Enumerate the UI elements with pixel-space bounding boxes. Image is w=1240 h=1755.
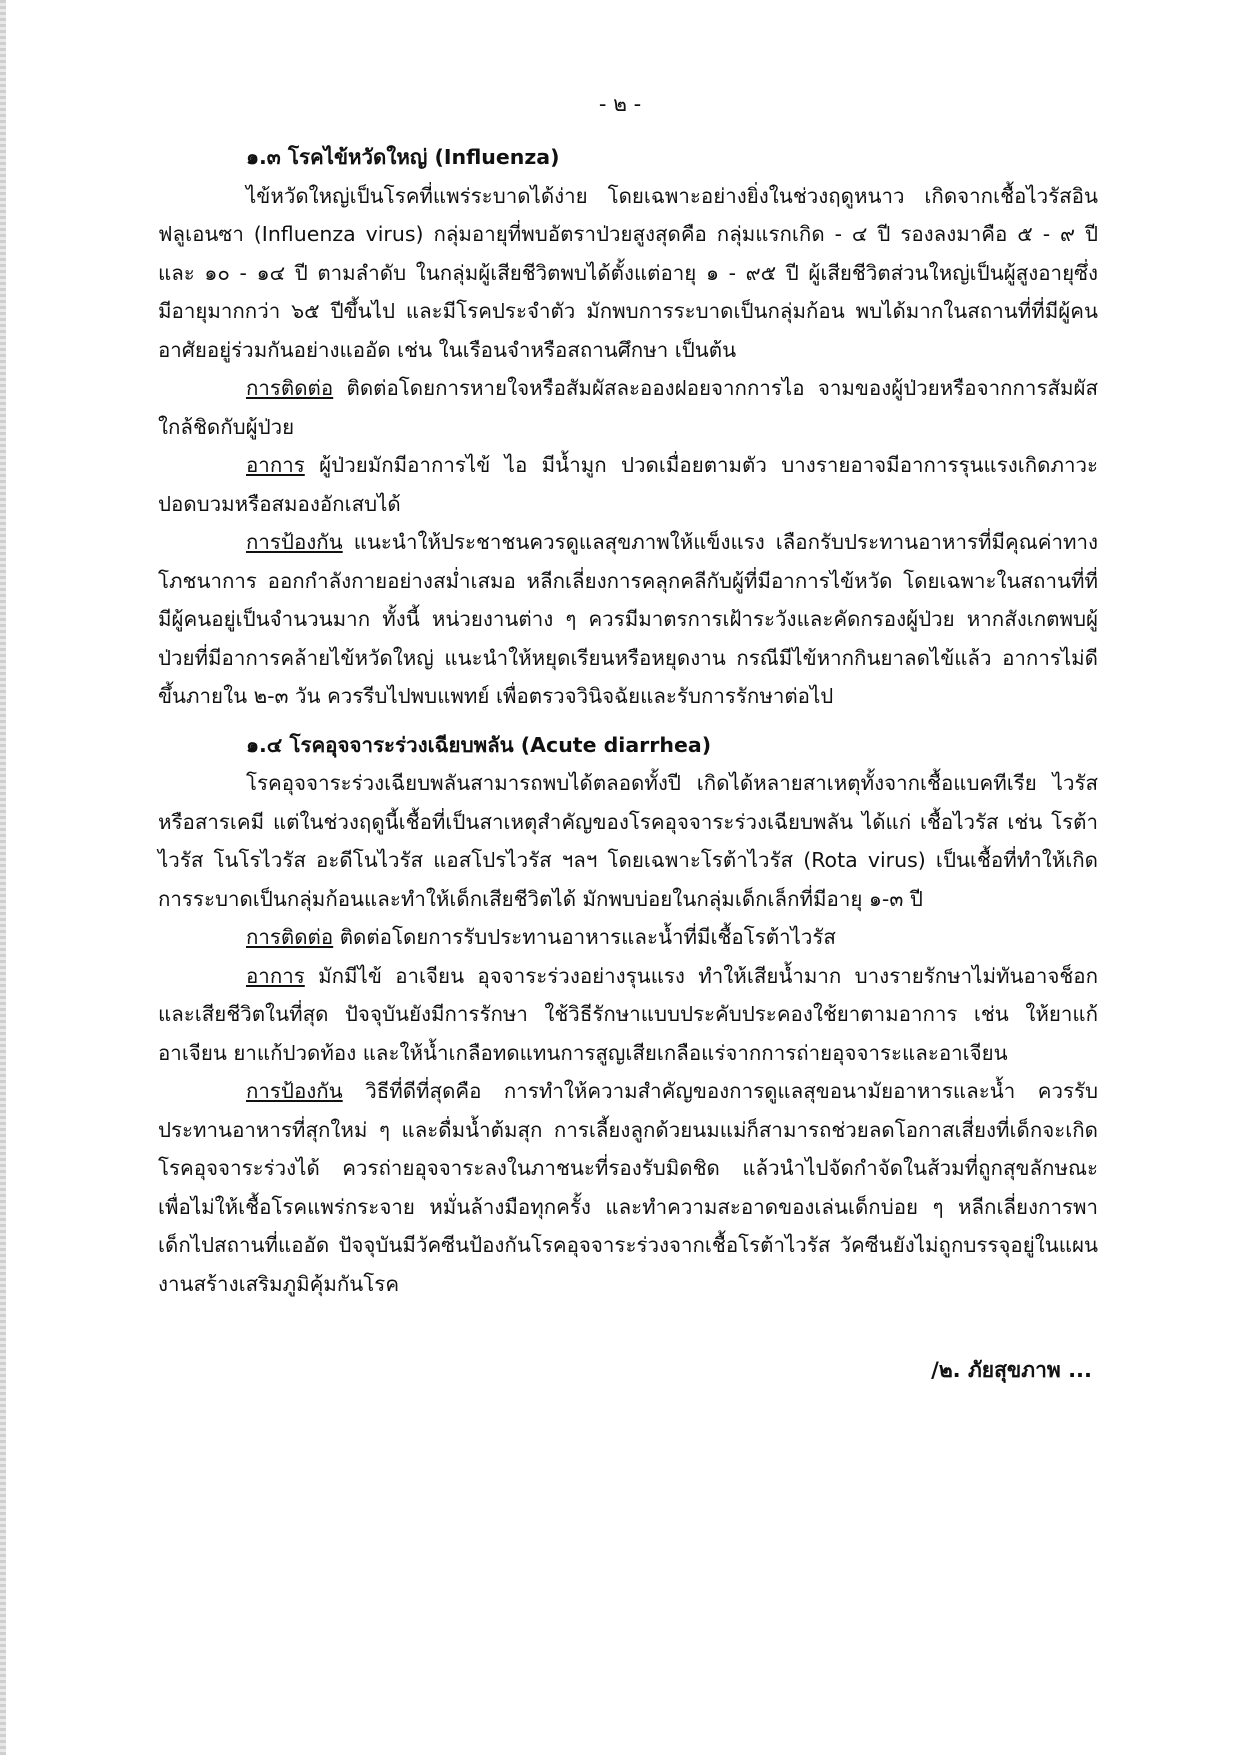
- transmission-text: ติดต่อโดยการรับประทานอาหารและน้ำที่มีเชื้อโรต้าไวรัส: [333, 925, 836, 949]
- transmission-label: การติดต่อ: [246, 925, 334, 949]
- continuation-marker: /๒. ภัยสุขภาพ ...: [931, 1358, 1092, 1382]
- section-heading: ๑.๔ โรคอุจจาระร่วงเฉียบพลัน (Acute diarrhea): [246, 732, 712, 757]
- symptoms-paragraph: [158, 957, 1098, 1073]
- section-influenza: [158, 138, 1098, 716]
- symptoms-label: อาการ: [246, 963, 305, 988]
- symptoms-paragraph: [158, 446, 1098, 523]
- section-intro: โรคอุจจาระร่วงเฉียบพลันสามารถพบได้ตลอดทั้งปี เกิดได้หลายสาเหตุทั้งจากเชื้อแบคทีเรีย ไวรัส หรือสารเคมี แต่ในช่วงฤดูนี้เชื้อที่เป็นสาเหตุสำคัญของโรคอุจจาระร่วงเฉียบพลัน ได้แก่ เชื้อไวรัส เช่น โรต้าไวรัส โนโรไวรัส อะดีโนไวรัส แอสโปรไวรัส ฯลฯ โดยเฉพาะโรต้าไวรัส (Rota virus) เป็นเชื้อที่ทำให้เกิดการระบาดเป็นกลุ่มก้อนและทำให้เด็กเสียชีวิตได้ มักพบบ่อยในกลุ่มเด็กเล็กที่มีอายุ ๑-๓ ปี: [158, 771, 1098, 911]
- symptoms-text: ผู้ป่วยมักมีอาการไข้ ไอ มีน้ำมูก ปวดเมื่อยตามตัว บางรายอาจมีอาการรุนแรงเกิดภาวะปอดบวมหรือสมองอักเสบได้: [158, 453, 1098, 516]
- section-gap: [158, 716, 1098, 726]
- transmission-text: ติดต่อโดยการหายใจหรือสัมผัสละอองฝอยจากการไอ จามของผู้ป่วยหรือจากการสัมผัสใกล้ชิดกับผู้ป่วย: [158, 376, 1098, 439]
- page-number: - ๒ -: [598, 92, 642, 116]
- document-body: [158, 138, 1098, 1303]
- symptoms-label: อาการ: [246, 453, 305, 477]
- prevention-paragraph: [158, 523, 1098, 716]
- transmission-paragraph: [158, 369, 1098, 446]
- prevention-label: การป้องกัน: [246, 1079, 343, 1103]
- prevention-text: แนะนำให้ประชาชนควรดูแลสุขภาพให้แข็งแรง เลือกรับประทานอาหารที่มีคุณค่าทางโภชนาการ ออกกำลังกายอย่างสม่ำเสมอ หลีกเลี่ยงการคลุกคลีกับผู้ที่มีอาการไข้หวัด โดยเฉพาะในสถานที่ที่มีผู้คนอยู่เป็นจำนวนมาก ทั้งนี้ หน่วยงานต่าง ๆ ควรมีมาตรการเฝ้าระวังและคัดกรองผู้ป่วย หากสังเกตพบผู้ป่วยที่มีอาการคล้ายไข้หวัดใหญ่ แนะนำให้หยุดเรียนหรือหยุดงาน กรณีมีไข้หากกินยาลดไข้แล้ว อาการไม่ดีขึ้นภายใน ๒-๓ วัน ควรรีบไปพบแพทย์ เพื่อตรวจวินิจฉัยและรับการรักษาต่อไป: [158, 530, 1098, 708]
- transmission-label: การติดต่อ: [246, 376, 334, 400]
- prevention-text: วิธีที่ดีที่สุดคือ การทำให้ความสำคัญของการดูแลสุขอนามัยอาหารและน้ำ ควรรับประทานอาหารที่สุกใหม่ ๆ และดื่มน้ำต้มสุก การเลี้ยงลูกด้วยนมแม่ก็สามารถช่วยลดโอกาสเสี่ยงที่เด็กจะเกิดโรคอุจจาระร่วงได้ ควรถ่ายอุจจาระลงในภาชนะที่รองรับมิดชิด แล้วนำไปจัดกำจัดในส้วมที่ถูกสุขลักษณะ เพื่อไม่ให้เชื้อโรคแพร่กระจาย หมั่นล้างมือทุกครั้ง และทำความสะอาดของเล่นเด็กบ่อย ๆ หลีกเลี่ยงการพาเด็กไปสถานที่แออัด ปัจจุบันมีวัคซีนป้องกันโรคอุจจาระร่วงจากเชื้อโรต้าไวรัส วัคซีนยังไม่ถูกบรรจุอยู่ในแผนงานสร้างเสริมภูมิคุ้มกันโรค: [158, 1079, 1098, 1296]
- prevention-paragraph: [158, 1072, 1098, 1303]
- transmission-paragraph: [158, 918, 1098, 957]
- prevention-label: การป้องกัน: [246, 530, 343, 554]
- section-acute-diarrhea: [158, 726, 1098, 1304]
- section-heading: ๑.๓ โรคไข้หวัดใหญ่ (Influenza): [246, 145, 560, 169]
- section-intro: ไข้หวัดใหญ่เป็นโรคที่แพร่ระบาดได้ง่าย โดยเฉพาะอย่างยิ่งในช่วงฤดูหนาว เกิดจากเชื้อไวรัสอินฟลูเอนซา (Influenza virus) กลุ่มอายุที่พบอัตราป่วยสูงสุดคือ กลุ่มแรกเกิด - ๔ ปี รองลงมาคือ ๕ - ๙ ปี และ ๑๐ - ๑๔ ปี ตามลำดับ ในกลุ่มผู้เสียชีวิตพบได้ตั้งแต่อายุ ๑ - ๙๕ ปี ผู้เสียชีวิตส่วนใหญ่เป็นผู้สูงอายุซึ่งมีอายุมากกว่า ๖๕ ปีขึ้นไป และมีโรคประจำตัว มักพบการระบาดเป็นกลุ่มก้อน พบได้มากในสถานที่ที่มีผู้คนอาศัยอยู่ร่วมกันอย่างแออัด เช่น ในเรือนจำหรือสถานศึกษา เป็นต้น: [158, 183, 1098, 362]
- symptoms-text: มักมีไข้ อาเจียน อุจจาระร่วงอย่างรุนแรง ทำให้เสียน้ำมาก บางรายรักษาไม่ทันอาจช็อกและเสียชีวิตในที่สุด ปัจจุบันยังมีการรักษา ใช้วิธีรักษาแบบประคับประคองใช้ยาตามอาการ เช่น ให้ยาแก้อาเจียน ยาแก้ปวดท้อง และให้น้ำเกลือทดแทนการสูญเสียเกลือแร่จากการถ่ายอุจจาระและอาเจียน: [158, 963, 1098, 1065]
- scan-edge: [0, 0, 6, 1755]
